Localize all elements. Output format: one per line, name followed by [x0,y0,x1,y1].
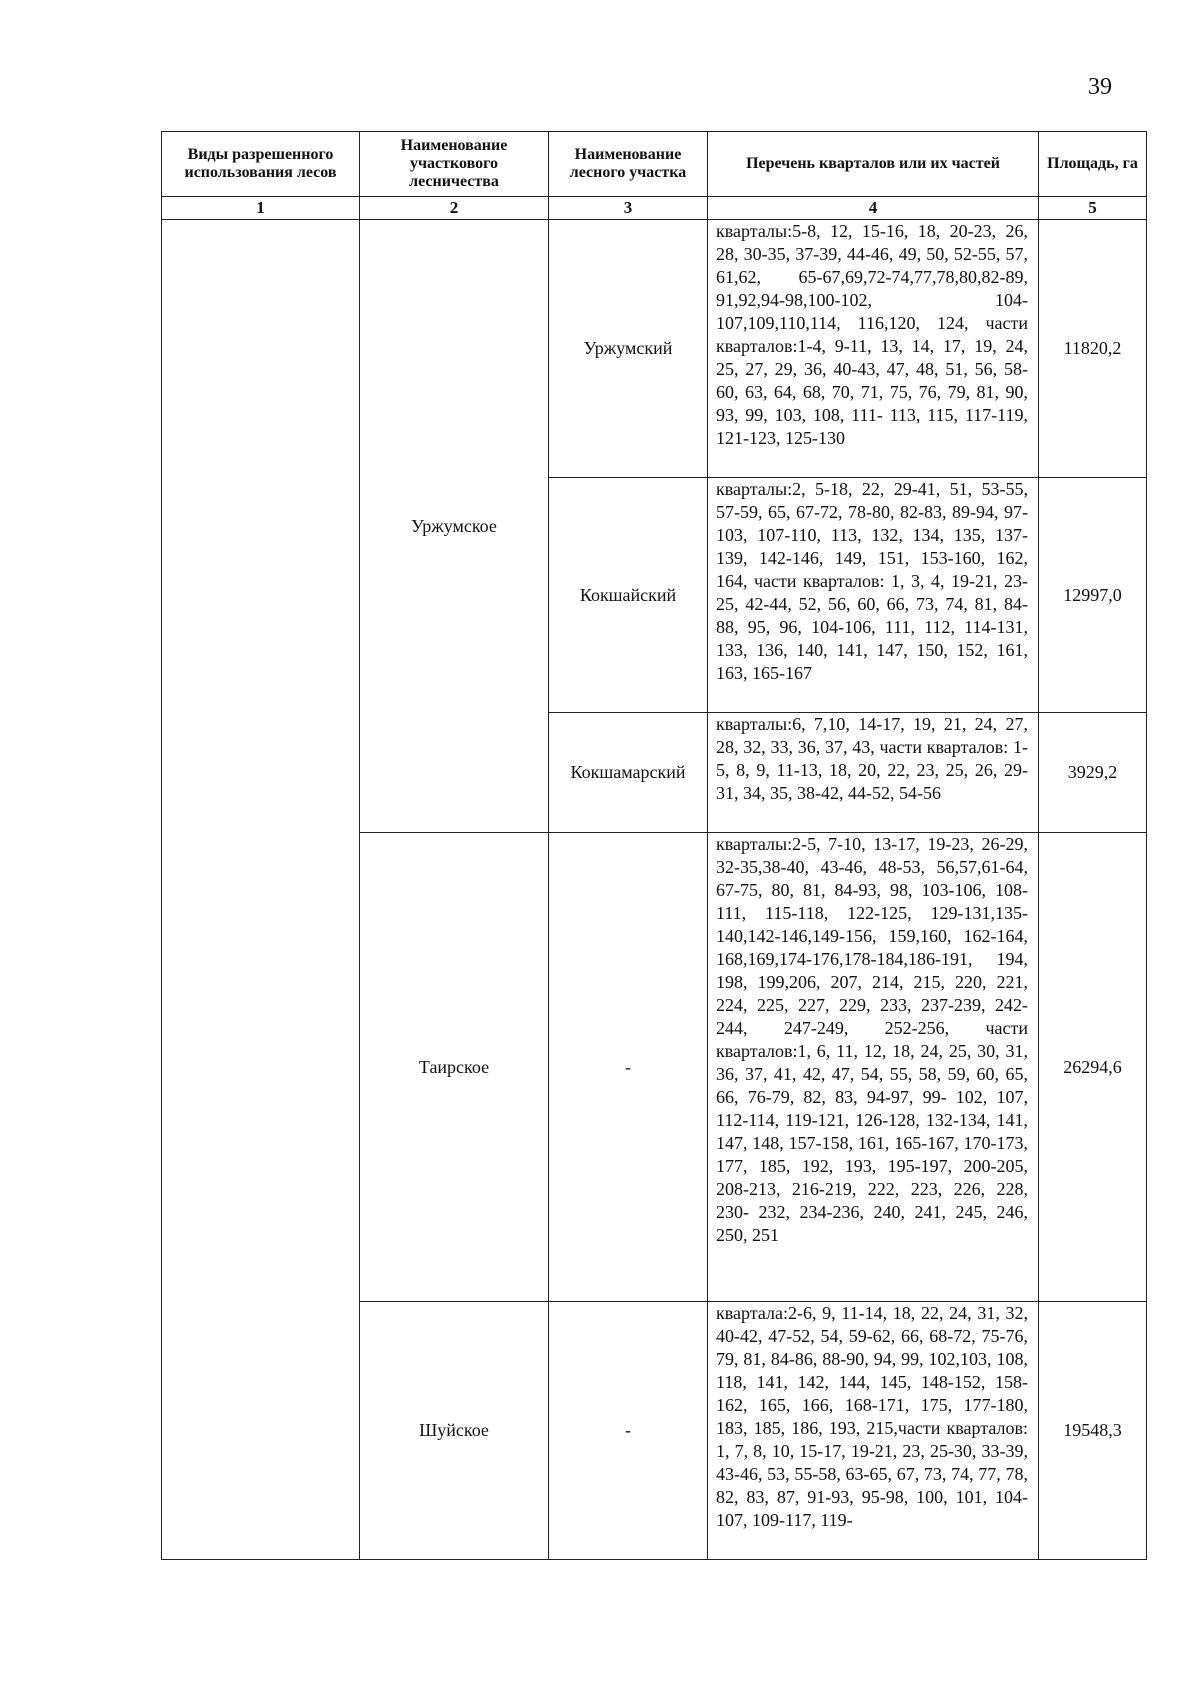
column-number: 5 [1039,197,1147,220]
column-number: 3 [549,197,708,220]
forestry-name-cell: Шуйское [360,1302,549,1560]
plot-name-cell: Кокшамарский [549,713,708,833]
quarters-text: кварталы:2-5, 7-10, 13-17, 19-23, 26-29, 32-35,38-40, 43-46, 48-53, 56,57,61-64, 67-75, 80, 81, 84-93, 98, 103-106, 108-111, 115-118, 122-125, 129-131,135-140,142-146,149-156, 159,160, 162-164, 168,169,174-176,178-184,186-191, 194, 198, 199,206, 207, 214, 215, 220, 221, 224, 225, 227, 229, 233, 237-239, 242-244, 247-249, 252-256, [716,834,1028,1038]
column-number: 4 [708,197,1039,220]
header-row [162,132,1147,197]
page-number: 39 [1088,74,1112,100]
area-cell: 11820,2 [1039,220,1147,478]
quarters-parts-text: части кварталов:1, 6, 11, 12, 18, 24, 25, 30, 31, 36, 37, 41, 42, 47, 54, 55, 58, 59, 60, 65, 66, 76-79, 82, 83, 94-97, 99- 102, 107, 112-114, 119-121, 126-128, 132-134, 141, 147, 148, 157-158, 161, 165-167, 170-173, 177, 185, 192, 193, 195-197, 200-205, 208-213, 216-219, 222, 223, 226, 228, 230- 232, 234-236, 240, 241, 245, 246, 250, 251 [716,1018,1028,1245]
area-cell: 12997,0 [1039,478,1147,713]
quarters-list-cell: кварталы:6, 7,10, 14-17, 19, 21, 24, 27, 28, 32, 33, 36, 37, 43, части кварталов: 1-5, 8, 9, 11-13, 18, 20, 22, 23, 25, 26, 29-31, 34, 35, 38-42, 44-52, 54-56 [708,713,1039,833]
forestry-name-cell: Таирское [360,833,549,1302]
plot-name-cell: Кокшайский [549,478,708,713]
quarters-list-cell: кварталы:2, 5-18, 22, 29-41, 51, 53-55, 57-59, 65, 67-72, 78-80, 82-83, 89-94, 97-103, 107-110, 113, 132, 134, 135, 137-139, 142-146, 149, 151, 153-160, 162, 164, части кварталов: 1, 3, 4, 19-21, 23-25, 42-44, 52, 56, 60, 66, 73, 74, 81, 84- 88, 95, 96, 104-106, 111, 112, 114-131, 133, 136, 140, 141, 147, 150, 152, 161, 163, 165-167 [708,478,1039,713]
area-cell: 19548,3 [1039,1302,1147,1560]
plot-name-cell: Уржумский [549,220,708,478]
quarters-list-cell [708,833,1039,1302]
header-use-type: Виды разрешенного использования лесов [162,132,360,197]
quarters-list-cell: кварталы:5-8, 12, 15-16, 18, 20-23, 26, 28, 30-35, 37-39, 44-46, 49, 50, 52-55, 57, 61,62, 65-67,69,72-74,77,78,80,82-89, 91,92,94-98,100-102, 104-107,109,110,114, 116,120, 124, части кварталов:1-4, 9-11, 13, 14, 17, 19, 24, 25, 27, 29, 36, 40-43, 47, 48, 51, 56, 58- 60, 63, 64, 68, 70, 71, 75, 76, 79, 81, 90, 93, 99, 103, 108, 111- 113, 115, 117-119, 121-123, 125-130 [708,220,1039,478]
forest-use-table [161,131,1147,1560]
plot-name-cell: - [549,1302,708,1560]
forestry-name-cell: Уржумское [360,220,549,833]
header-plot-name: Наименование лесного участка [549,132,708,197]
area-cell: 3929,2 [1039,713,1147,833]
quarters-list-cell: квартала:2-6, 9, 11-14, 18, 22, 24, 31, 32, 40-42, 47-52, 54, 59-62, 66, 68-72, 75-76, 79, 81, 84-86, 88-90, 94, 99, 102,103, 108, 118, 141, 142, 144, 145, 148-152, 158-162, 165, 166, 168-171, 175, 177-180, 183, 185, 186, 193, 215,части кварталов: 1, 7, 8, 10, 15-17, 19-21, 23, 25-30, 33-39, 43-46, 53, 55-58, 63-65, 67, 73, 74, 77, 78, 82, 83, 87, 91-93, 95-98, 100, 101, 104-107, 109-117, 119- [708,1302,1039,1560]
table-row [162,220,1147,478]
use-type-cell [162,220,360,1560]
column-number-row [162,197,1147,220]
column-number: 1 [162,197,360,220]
header-area: Площадь, га [1039,132,1147,197]
area-cell: 26294,6 [1039,833,1147,1302]
header-forestry-name: Наименование участкового лесничества [360,132,549,197]
column-number: 2 [360,197,549,220]
plot-name-cell: - [549,833,708,1302]
header-quarters-list: Перечень кварталов или их частей [708,132,1039,197]
